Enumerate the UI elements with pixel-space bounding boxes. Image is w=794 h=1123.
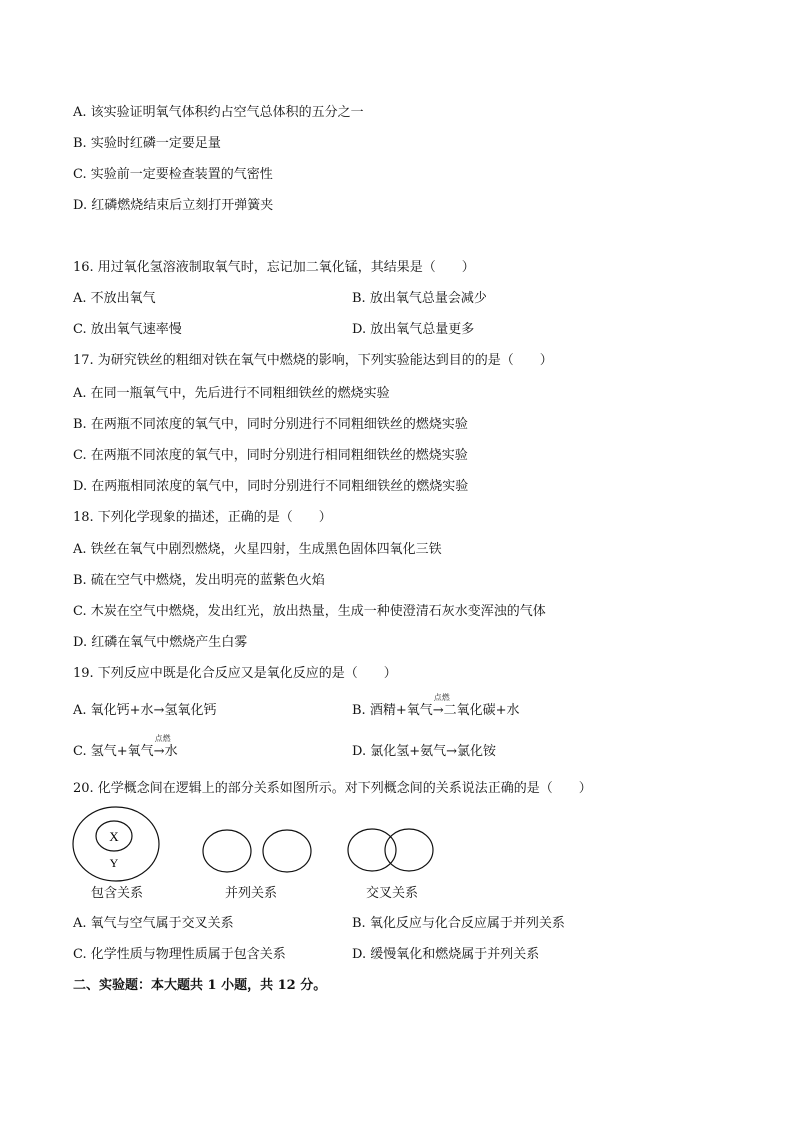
arrow-glyph: → xyxy=(432,703,444,718)
intersection-label: 交叉关系 xyxy=(366,886,419,901)
q15-option-c: C. 实验前一定要检查装置的气密性 xyxy=(73,167,273,182)
reaction-arrow xyxy=(432,693,450,720)
q19-option-b-products: 二氧化碳+水 xyxy=(443,703,520,718)
q17-option-c: C. 在两瓶不同浓度的氧气中，同时分别进行相同粗细铁丝的燃烧实验 xyxy=(73,448,468,463)
intersect-circle-left xyxy=(348,829,396,871)
q16-option-b: B. 放出氧气总量会减少 xyxy=(352,291,487,306)
q19-option-c-products: 水 xyxy=(164,744,178,759)
q19-option-a: A. 氧化钙+水→氢氧化钙 xyxy=(73,703,217,718)
ignition-condition: 点燃 xyxy=(433,693,450,702)
q16-option-d: D. 放出氧气总量更多 xyxy=(352,322,475,337)
q20-option-c: C. 化学性质与物理性质属于包含关系 xyxy=(73,947,286,962)
q19-option-c xyxy=(73,734,178,761)
q18-stem: 18. 下列化学现象的描述，正确的是（ ） xyxy=(73,510,332,525)
relation-diagram xyxy=(70,804,450,884)
q16-option-a: A. 不放出氧气 xyxy=(73,291,156,306)
reaction-arrow xyxy=(153,734,171,761)
q18-option-d: D. 红磷在氧气中燃烧产生白雾 xyxy=(73,635,248,650)
inclusion-label: 包含关系 xyxy=(91,886,144,901)
q15-option-b: B. 实验时红磷一定要足量 xyxy=(73,136,221,151)
q18-option-c: C. 木炭在空气中燃烧，发出红光，放出热量，生成一种使澄清石灰水变浑浊的气体 xyxy=(73,604,546,619)
ignition-condition: 点燃 xyxy=(154,734,171,743)
parallel-diagram xyxy=(203,830,311,872)
q20-option-a: A. 氧气与空气属于交叉关系 xyxy=(73,916,234,931)
x-label: X xyxy=(109,829,119,844)
intersection-diagram xyxy=(348,829,433,871)
q17-option-d: D. 在两瓶相同浓度的氧气中，同时分别进行不同粗细铁丝的燃烧实验 xyxy=(73,479,469,494)
y-label: Y xyxy=(109,856,119,870)
parallel-circle-right xyxy=(263,830,311,872)
q19-option-b-reactants: B. 酒精+氧气 xyxy=(352,703,433,718)
q15-option-a: A. 该实验证明氧气体积约占空气总体积的五分之一 xyxy=(73,105,364,120)
q17-option-a: A. 在同一瓶氧气中，先后进行不同粗细铁丝的燃烧实验 xyxy=(73,386,390,401)
q18-option-a: A. 铁丝在氧气中剧烈燃烧，火星四射，生成黑色固体四氧化三铁 xyxy=(73,542,442,557)
q19-option-c-reactants: C. 氢气+氧气 xyxy=(73,744,154,759)
q19-option-b xyxy=(352,693,520,720)
q19-stem: 19. 下列反应中既是化合反应又是氧化反应的是（ ） xyxy=(73,666,397,681)
q17-stem: 17. 为研究铁丝的粗细对铁在氧气中燃烧的影响，下列实验能达到目的的是（ ） xyxy=(73,353,553,368)
q16-stem: 16. 用过氧化氢溶液制取氧气时，忘记加二氧化锰，其结果是（ ） xyxy=(73,260,475,275)
q18-option-b: B. 硫在空气中燃烧，发出明亮的蓝紫色火焰 xyxy=(73,573,325,588)
q20-option-b: B. 氧化反应与化合反应属于并列关系 xyxy=(352,916,565,931)
q20-option-d: D. 缓慢氧化和燃烧属于并列关系 xyxy=(352,947,540,962)
arrow-glyph: → xyxy=(153,744,165,759)
section-heading-experiment: 二、实验题：本大题共 1 小题，共 12 分。 xyxy=(73,978,327,993)
q19-option-d: D. 氯化氢+氨气→氯化铵 xyxy=(352,744,497,759)
q16-option-c: C. 放出氧气速率慢 xyxy=(73,322,182,337)
parallel-circle-left xyxy=(203,830,251,872)
parallel-label: 并列关系 xyxy=(225,886,278,901)
q17-option-b: B. 在两瓶不同浓度的氧气中，同时分别进行不同粗细铁丝的燃烧实验 xyxy=(73,417,468,432)
q20-stem: 20. 化学概念间在逻辑上的部分关系如图所示。对下列概念间的关系说法正确的是（ ） xyxy=(73,781,592,796)
intersect-circle-right xyxy=(385,829,433,871)
inclusion-diagram xyxy=(73,807,159,881)
q15-option-d: D. 红磷燃烧结束后立刻打开弹簧夹 xyxy=(73,198,274,213)
